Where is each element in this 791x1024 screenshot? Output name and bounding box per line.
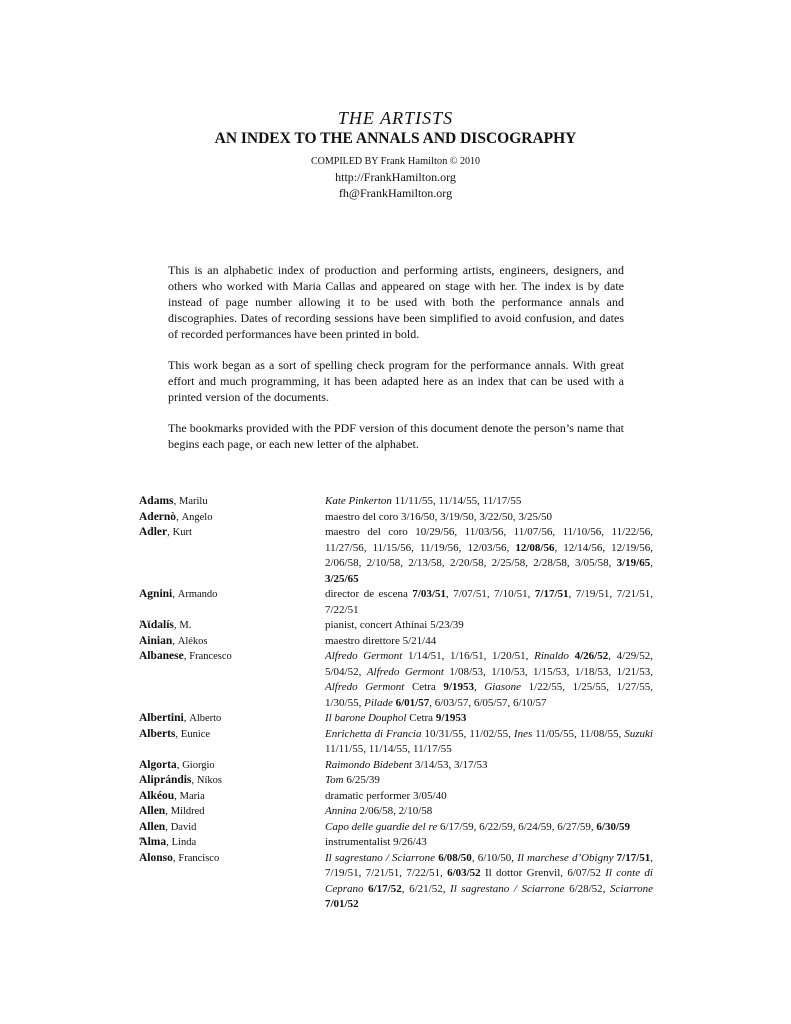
- reference-text: 10/31/55, 11/02/55,: [421, 727, 514, 740]
- recorded-date: 7/17/51: [534, 588, 569, 600]
- artist-given-name: Giorgio: [182, 759, 215, 771]
- recorded-date: 6/03/52: [447, 867, 481, 879]
- intro-paragraph-1: This is an alphabetic index of production and performing artists, engineers, designers, and others who worked with Maria Callas and appeared on stage with her. The index is by date instead of page number allowing it to be used with both the performance annals and discographies. Dates of recording sessions have been simplified to avoid confusion, and dates of recorded performances have been printed in bold.: [168, 263, 624, 341]
- artist-name: Adler, Kurt: [139, 526, 192, 538]
- intro-paragraph-2: This work began as a sort of spelling check program for the performance annals. With great effort and much programming, it has been adapted here as an index that can be used with a printed version of the documents.: [168, 358, 624, 404]
- recorded-date: 3/19/65: [616, 557, 651, 569]
- reference-text: maestro del coro 3/16/50, 3/19/50, 3/22/50, 3/25/50: [325, 510, 553, 523]
- artist-references: [325, 525, 653, 587]
- reference-text: Il dottor Grenvil, 6/07/52: [480, 867, 606, 879]
- index-entry: [139, 634, 653, 650]
- reference-text: , 4/29/52, 5/04/52,: [325, 650, 654, 678]
- reference-text: 11/05/55, 11/08/55,: [532, 727, 625, 740]
- artist-name: Ainian, Alékos: [139, 634, 208, 647]
- reference-text: 2/06/58, 2/10/58: [356, 805, 433, 817]
- artist-name: Agnini, Armando: [139, 588, 218, 600]
- reference-text: , 6/03/57, 6/05/57, 6/10/57: [429, 696, 547, 709]
- index-entry: [139, 494, 653, 510]
- recorded-date: 6/30/59: [596, 820, 631, 833]
- reference-text: , 6/10/50,: [471, 851, 518, 864]
- reference-text: ,: [650, 557, 653, 569]
- role-name: Enrichetta di Francia: [325, 727, 422, 740]
- reference-text: pianist, concert Athínai 5/23/39: [325, 619, 464, 631]
- reference-text: ,: [473, 681, 485, 693]
- artist-given-name: Marilu: [179, 496, 208, 507]
- artist-references: [325, 727, 653, 758]
- author-name: Frank Hamilton: [380, 156, 448, 167]
- artist-references: [325, 587, 653, 618]
- artist-references: [325, 510, 653, 526]
- reference-text: 1/08/53, 1/10/53, 1/15/53, 1/18/53, 1/21/53,: [443, 665, 653, 678]
- artist-surname: Ainian: [139, 634, 173, 647]
- reference-text: , 6/21/52,: [401, 882, 451, 895]
- role-name: Il sagrestano / Sciarrone: [325, 851, 436, 864]
- artist-references: [325, 618, 653, 634]
- artist-surname: Albanese: [139, 650, 184, 662]
- recorded-date: 12/08/56: [515, 541, 555, 554]
- artist-references: [325, 494, 653, 510]
- copyright-notice: © 2010: [447, 156, 481, 167]
- index-entry: [139, 804, 653, 820]
- artist-name: Adams, Marilu: [139, 495, 208, 507]
- index-entry: [139, 835, 653, 851]
- recorded-date: 3/25/65: [325, 572, 359, 585]
- artist-name: Ἀϊdalís, M.: [139, 619, 192, 631]
- artist-surname: Aliprándis: [139, 774, 192, 786]
- artist-name: Alonso, Francisco: [139, 851, 220, 864]
- recorded-date: 6/17/52: [368, 882, 402, 895]
- role-name: Il conte di Ceprano: [325, 867, 653, 895]
- index-entry: [139, 711, 653, 727]
- reference-text: 11/11/55, 11/14/55, 11/17/55: [325, 743, 452, 755]
- reference-text: , 7/07/51, 7/10/51,: [445, 588, 535, 600]
- index-entry: [139, 789, 653, 805]
- reference-text: Cetra: [404, 681, 444, 693]
- role-name: Alfredo Germont: [366, 665, 444, 678]
- artist-references: [325, 820, 653, 836]
- index-entry: [139, 510, 653, 526]
- recorded-date: 7/17/51: [616, 851, 651, 864]
- index-entry: [139, 773, 653, 789]
- recorded-date: 4/26/52: [574, 650, 609, 662]
- reference-text: , 12/14/56, 12/19/56, 2/06/58, 2/10/58, 2/13/58, 2/20/58, 2/25/58, 2/28/58, 3/05/58,: [325, 541, 653, 569]
- reference-text: instrumentalist 9/26/43: [325, 836, 427, 848]
- artist-given-name: Eunice: [180, 728, 211, 740]
- artist-surname: Allen: [139, 820, 166, 833]
- role-name: Il marchese d’Obigny: [517, 851, 614, 864]
- role-name: Il barone Douphol: [325, 712, 407, 724]
- artist-references: [325, 835, 653, 851]
- reference-text: maestro direttore 5/21/44: [325, 634, 437, 647]
- document-title: THE ARTISTS: [337, 108, 454, 128]
- artist-given-name: Alékos: [177, 635, 208, 647]
- artist-surname: Allen: [139, 805, 166, 817]
- artist-name: Albertini, Alberto: [139, 712, 222, 724]
- reference-text: 6/17/59, 6/22/59, 6/24/59, 6/27/59,: [437, 820, 597, 833]
- artist-surname: Adler: [139, 526, 168, 538]
- artist-surname: Alkéou: [139, 789, 175, 802]
- artist-name: Alberts, Eunice: [139, 727, 211, 740]
- recorded-date: 6/01/57: [395, 696, 430, 709]
- role-name: Kate Pinkerton: [325, 495, 392, 507]
- compiled-by-line: [0, 155, 791, 169]
- artist-references: [325, 711, 653, 727]
- email-link[interactable]: fh@FrankHamilton.org: [338, 186, 453, 200]
- artist-given-name: Angelo: [181, 511, 213, 523]
- intro-paragraph-3: The bookmarks provided with the PDF version of this document denote the person’s name that begins each page, or each new letter of the alphabet.: [168, 421, 624, 451]
- reference-text: Cetra: [406, 712, 436, 724]
- recorded-date: 6/08/50: [438, 851, 472, 864]
- index-entry: [139, 727, 653, 758]
- recorded-date: 7/01/52: [325, 898, 359, 910]
- artist-name: Algorta, Giorgio: [139, 758, 215, 771]
- artist-given-name: Kurt: [172, 527, 192, 538]
- reference-text: 1/22/55, 1/25/55, 1/27/55, 1/30/55,: [325, 681, 653, 709]
- document-subtitle: AN INDEX TO THE ANNALS AND DISCOGRAPHY: [214, 130, 577, 147]
- artist-name: Allen, Mildred: [139, 805, 205, 817]
- role-name: Alfredo Germont: [325, 650, 403, 662]
- role-name: Rinaldo: [534, 650, 569, 662]
- artist-references: [325, 851, 653, 913]
- artist-given-name: Níkos: [196, 775, 223, 786]
- role-name: Tom: [325, 774, 344, 786]
- reference-text: 6/28/52,: [564, 882, 611, 895]
- artist-surname: Adernò: [139, 510, 177, 523]
- index-entry: [139, 649, 653, 711]
- role-name: Pilade: [364, 696, 393, 709]
- artist-surname: Alonso: [139, 851, 173, 864]
- artist-surname: Adams: [139, 495, 174, 507]
- artist-given-name: Armando: [177, 589, 218, 600]
- artist-name: Aliprándis, Níkos: [139, 774, 223, 786]
- artist-given-name: Francisco: [178, 852, 220, 864]
- reference-text: , 7/19/51, 7/21/51, 7/22/51,: [325, 851, 654, 879]
- reference-text: maestro del coro 10/29/56, 11/03/56, 11/07/56, 11/10/56, 11/22/56, 11/27/56, 11/15/56, 11/19/56, 12/03/56,: [325, 526, 653, 554]
- compiled-prefix: COMPILED BY: [310, 156, 381, 167]
- artist-surname: Algorta: [139, 758, 177, 771]
- artist-references: [325, 773, 653, 789]
- reference-text: 1/14/51, 1/16/51, 1/20/51,: [402, 650, 535, 662]
- artist-given-name: Alberto: [189, 713, 222, 724]
- intro-section: [168, 262, 624, 467]
- artist-references: [325, 634, 653, 650]
- role-name: Sciarrone: [610, 882, 654, 895]
- artist-references: [325, 804, 653, 820]
- artist-given-name: David: [170, 821, 197, 833]
- artist-given-name: M.: [179, 620, 192, 631]
- index-entry: [139, 851, 653, 913]
- role-name: Suzuki: [624, 727, 653, 740]
- artist-surname: Ἄlma: [139, 836, 167, 848]
- artist-given-name: Maria: [179, 790, 205, 802]
- artist-name: Alkéou, Maria: [139, 789, 205, 802]
- recorded-date: 9/1953: [435, 712, 467, 724]
- role-name: Annina: [325, 805, 357, 817]
- reference-text: , 7/19/51, 7/21/51, 7/22/51: [325, 588, 653, 616]
- role-name: Giasone: [484, 681, 522, 693]
- artist-index: [139, 494, 653, 913]
- reference-text: dramatic performer 3/05/40: [325, 789, 447, 802]
- artist-name: Albanese, Francesco: [139, 650, 232, 662]
- artist-given-name: Linda: [171, 837, 197, 848]
- artist-references: [325, 789, 653, 805]
- artist-surname: Albertini: [139, 712, 184, 724]
- artist-references: [325, 649, 653, 711]
- artist-name: Allen, David: [139, 820, 197, 833]
- artist-name: Ἄlma, Linda: [139, 836, 197, 848]
- role-name: Alfredo Germont: [325, 681, 405, 693]
- reference-text: 3/14/53, 3/17/53: [412, 758, 488, 771]
- index-entry: [139, 758, 653, 774]
- index-entry: [139, 618, 653, 634]
- role-name: Il sagrestano / Sciarrone: [450, 882, 565, 895]
- role-name: Capo delle guardie del re: [325, 820, 438, 833]
- role-name: Ines: [513, 727, 533, 740]
- recorded-date: 9/1953: [443, 681, 474, 693]
- artist-name: Adernò, Angelo: [139, 510, 213, 523]
- recorded-date: 7/03/51: [412, 588, 446, 600]
- artist-given-name: Mildred: [170, 806, 205, 817]
- artist-surname: Agnini: [139, 588, 173, 600]
- artist-surname: Ἀϊdalís: [139, 619, 174, 631]
- document-header: [0, 107, 791, 201]
- artist-given-name: Francesco: [189, 651, 232, 662]
- index-entry: [139, 587, 653, 618]
- reference-text: director de escena: [325, 588, 413, 600]
- index-entry: [139, 525, 653, 587]
- index-entry: [139, 820, 653, 836]
- reference-text: 6/25/39: [343, 774, 380, 786]
- artist-references: [325, 758, 653, 774]
- reference-text: 11/11/55, 11/14/55, 11/17/55: [391, 495, 522, 507]
- artist-surname: Alberts: [139, 727, 176, 740]
- website-link[interactable]: http://FrankHamilton.org: [335, 170, 456, 184]
- role-name: Raimondo Bidebent: [325, 758, 413, 771]
